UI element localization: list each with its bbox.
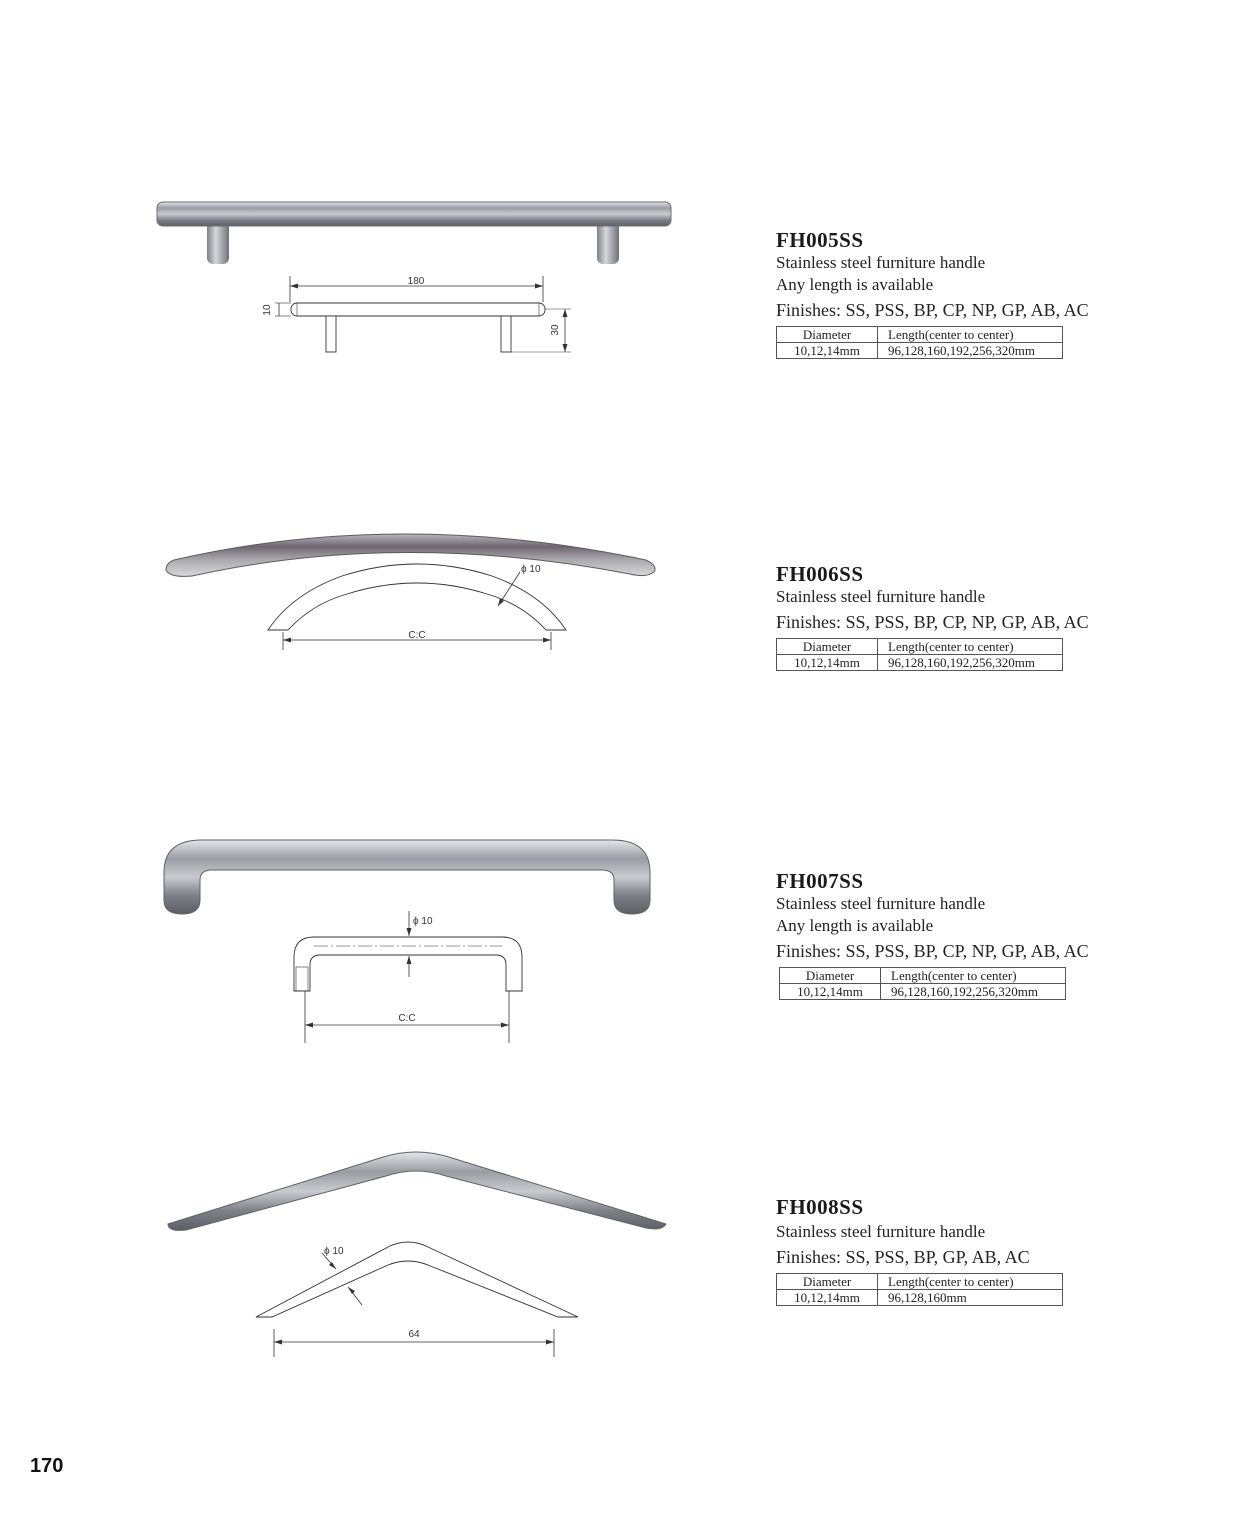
fh008ss-technical-drawing (252, 1235, 582, 1365)
table-header-diameter: Diameter (777, 327, 878, 343)
fh008ss-spec-table (776, 1273, 1063, 1306)
table-header-length: Length(center to center) (878, 1274, 1063, 1290)
fh008ss-diameter-label: ϕ 10 (324, 1246, 344, 1257)
fh007ss-code: FH007SS (776, 869, 864, 893)
fh007ss-spec-table (779, 967, 1066, 1000)
fh008ss-product-image (164, 1144, 670, 1234)
fh005ss-height-label: 30 (550, 324, 561, 336)
fh006ss-spec-table (776, 638, 1063, 671)
fh008ss-length-label: 64 (408, 1329, 420, 1340)
fh007ss-diameter-label: ϕ 10 (413, 916, 433, 927)
fh008ss-code: FH008SS (776, 1195, 864, 1219)
fh005ss-info (776, 228, 1176, 359)
fh006ss-code: FH006SS (776, 562, 864, 586)
table-cell-diameter: 10,12,14mm (777, 655, 878, 671)
fh005ss-note: Any length is available (776, 275, 934, 294)
page-number: 170 (30, 1455, 64, 1477)
fh007ss-description: Stainless steel furniture handle (776, 894, 986, 913)
fh008ss-description: Stainless steel furniture handle (776, 1222, 986, 1241)
table-header-length: Length(center to center) (881, 968, 1066, 984)
table-cell-diameter: 10,12,14mm (777, 343, 878, 359)
table-header-length: Length(center to center) (878, 639, 1063, 655)
table-cell-diameter: 10,12,14mm (780, 984, 881, 1000)
fh007ss-finishes: Finishes: SS, PSS, BP, CP, NP, GP, AB, AC (776, 941, 1089, 961)
table-cell-length: 96,128,160mm (878, 1290, 1063, 1306)
fh005ss-description: Stainless steel furniture handle (776, 253, 986, 272)
fh006ss-diameter-label: ϕ 10 (521, 564, 541, 575)
table-cell-length: 96,128,160,192,256,320mm (881, 984, 1066, 1000)
fh008ss-finishes: Finishes: SS, PSS, BP, GP, AB, AC (776, 1247, 1030, 1267)
fh005ss-product-image (155, 198, 675, 270)
fh005ss-spec-table (776, 326, 1063, 359)
table-cell-length: 96,128,160,192,256,320mm (878, 343, 1063, 359)
fh005ss-code: FH005SS (776, 228, 864, 252)
fh006ss-technical-drawing (262, 558, 572, 658)
table-cell-diameter: 10,12,14mm (777, 1290, 878, 1306)
fh006ss-description: Stainless steel furniture handle (776, 587, 986, 606)
table-header-diameter: Diameter (777, 639, 878, 655)
fh008ss-info (776, 1195, 1176, 1306)
table-header-diameter: Diameter (780, 968, 881, 984)
table-header-diameter: Diameter (777, 1274, 878, 1290)
fh005ss-length-label: 180 (407, 276, 425, 287)
fh007ss-cc-label: C:C (398, 1013, 416, 1024)
fh007ss-note: Any length is available (776, 916, 934, 935)
fh006ss-info (776, 562, 1176, 671)
fh007ss-technical-drawing (284, 905, 534, 1050)
fh005ss-finishes: Finishes: SS, PSS, BP, CP, NP, GP, AB, AC (776, 300, 1089, 320)
fh005ss-technical-drawing (255, 270, 585, 360)
fh006ss-cc-label: C:C (408, 630, 426, 641)
table-cell-length: 96,128,160,192,256,320mm (878, 655, 1063, 671)
fh006ss-finishes: Finishes: SS, PSS, BP, CP, NP, GP, AB, AC (776, 612, 1089, 632)
fh005ss-diameter-label: 10 (262, 304, 273, 316)
table-header-length: Length(center to center) (878, 327, 1063, 343)
fh007ss-info (776, 869, 1176, 1000)
